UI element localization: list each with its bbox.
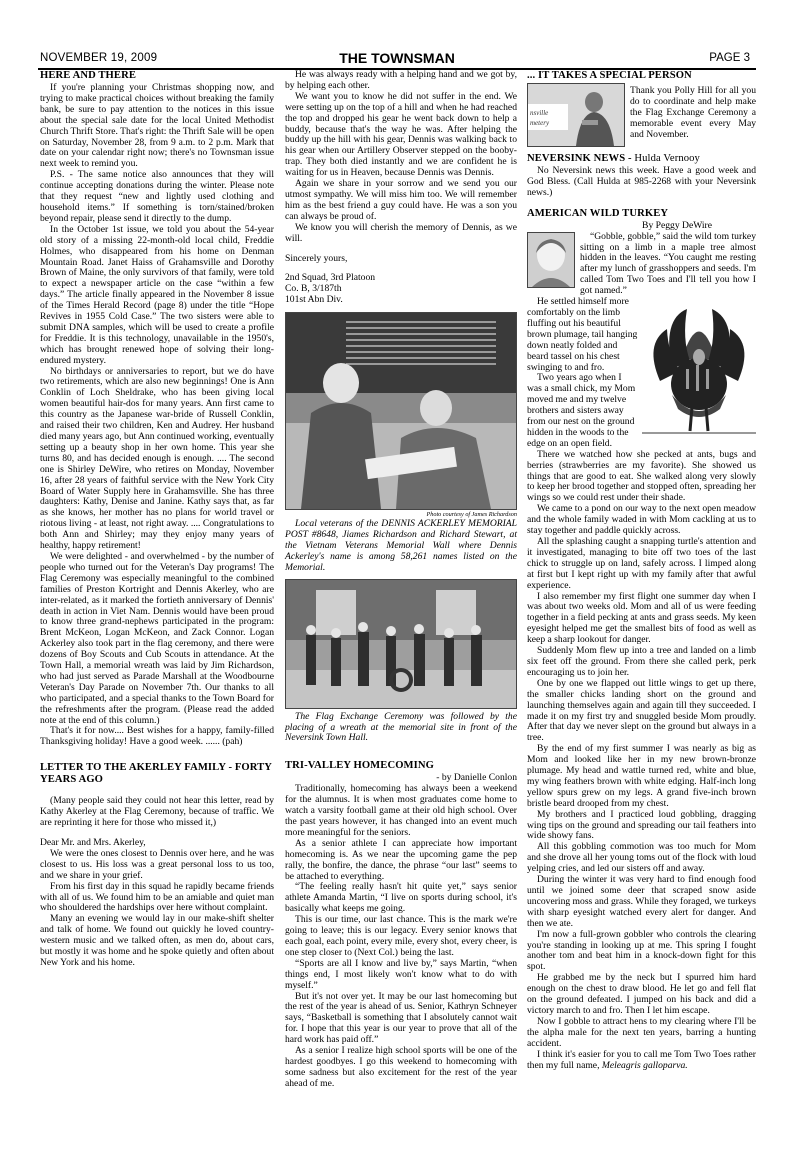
neversink-title: NEVERSINK NEWS -: [527, 153, 632, 164]
paragraph: By the end of my first summer I was nearly as big as Mom and looked like her in my new brown-bronze plumage. My head and wattle turned red, white and blue, my wing feathers brown with white edging. Half-inch long yellow spurs grew on my legs. A grand five-inch brown bristle beard drooped from my chest.: [527, 743, 756, 809]
column-1: [40, 70, 274, 969]
paragraph: Again we share in your sorrow and we send you our utmost sympathy. We will miss him too. We will remember him as the best friend a guy could have. He was a son you can always be proud of.: [285, 178, 517, 222]
paragraph: P.S. - The same notice also announces that they will continue accepting donations during the winter. Please note that they request “new and lightly used clothing and household items.” If something is torn/stained/broken beyond repair, please send it directly to the dump.: [40, 169, 274, 224]
turkey-illustration: [642, 299, 756, 435]
paragraph: No Neversink news this week. Have a good week and God Bless. (Call Hulda at 985-2268 with your Neversink news.): [527, 165, 756, 198]
special-person-text: Thank you Polly Hill for all you do to coordinate and help make the Flag Exchange Ceremony a memorable event every May and November.: [630, 85, 756, 140]
photo-caption: Local veterans of the DENNIS ACKERLEY MEMORIAL POST #8648, Jiames Richardson and Richard Stewart, at the Vietnam Veterans Memorial Wall where Dennis Ackerley's name is among 58,261 names listed on the Memorial.: [285, 518, 517, 573]
memorial-wall-photo: [285, 312, 517, 510]
letter-heading: LETTER TO THE AKERLEY FAMILY - FORTY YEARS AGO: [40, 762, 272, 786]
homecoming-byline: - by Danielle Conlon: [436, 772, 517, 784]
paragraph: Now I gobble to attract hens to my clearing where I'll be the alpha male for the next ten years, barring a hunting accident.: [527, 1015, 756, 1049]
paragraph: Many an evening we would lay in our make-shift shelter and talk of home. We found out quickly he loved country-western music and we talked often, as men do, about cars, but mostly it was home and he spoke quietly and often about New York and his home.: [40, 913, 274, 968]
neversink-heading: [527, 153, 756, 165]
paragraph: There we watched how she pecked at ants, bugs and berries (strawberries are my favorite). She showed us things that are good to eat. She walked along very slowly to keep her brood together and stopped often, spreading her wings so we could rest under their shade.: [527, 448, 756, 504]
masthead: [38, 50, 756, 70]
paragraph: “Gobble, gobble,” said the wild tom turkey sitting on a limb in a maple tree almost hidden in the leaves. “You caught me resting after my lunch of grasshoppers and seeds. I'm called Tom Two Toes and I'll tell you how I got named.”: [580, 230, 756, 297]
letter-closing: Sincerely yours,: [285, 252, 348, 264]
scientific-name: Meleagris galloparva.: [601, 1059, 688, 1071]
paragraph: We were the ones closest to Dennis over here, and he was closest to us. His loss was a great personal loss to us too, and we share in your grief.: [40, 847, 274, 881]
letter-signature: 101st Abn Div.: [285, 294, 343, 306]
photo-caption: The Flag Exchange Ceremony was followed by the placing of a wreath at the memorial site in front of the Neversink Town Hall.: [285, 710, 517, 744]
paragraph: He grabbed me by the neck but I spurred him hard enough on the chest to draw blood. He let go and fell flat on the ground defeated. I jumped on his back and did a victory march to and fro. Then I let him escape.: [527, 972, 756, 1016]
neversink-author: Hulda Vernooy: [634, 153, 700, 164]
paragraph: In the October 1st issue, we told you about the 54-year old story of a missing 22-month-old local child, Freddie Holmes, who disappeared from his home on Denman Mountain Road. Janet Haiss of Grahamsville and Dorothy Brown of Maine, the only survivors of that family, were told to expect a newspaper article on the case “within a few days.” The article finally appeared in the November 8 issue of the Times Herald Record (page 8) under the title “Hope Revives in 1955 Cold Case.” The two sisters were able to submit DNA samples, which will be used to create a profile for Freddie. It is this technology, unavailable in the 1950's, which has brought renewed hope of solving their long-endured mystery.: [40, 223, 274, 366]
letter-signature: 2nd Squad, 3rd Platoon: [285, 272, 376, 284]
paragraph: We came to a pond on our way to the next open meadow and the whole family waded in with Mom cackling at us to stay together and paddle quickly across.: [527, 503, 756, 537]
paragraph: (Many people said they could not hear this letter, read by Kathy Akerley at the Flag Ceremony, because of traffic. We are reprinting it here for those who missed it,): [40, 795, 274, 829]
turkey-byline: By Peggy DeWire: [642, 219, 712, 231]
special-person-heading: ... IT TAKES A SPECIAL PERSON: [527, 70, 692, 81]
paragraph: Traditionally, homecoming has always been a weekend for the alumnus. It is when most graduates come home to watch a varsity football game at their old high school. Over the past years however, it has changed into an event much more meaningful for the seniors.: [285, 783, 517, 838]
paragraph: I'm now a full-grown gobbler who controls the clearing you're standing in looking up at me. This spring I fought another tom and beat him in a knock-down fight for this spot.: [527, 928, 756, 973]
paragraph: If you're planning your Christmas shopping now, and trying to make practical choices without breaking the family bank, be sure to pay attention to the notices in this issue about the special sale date for the local United Methodist Church Thrift Store. That's right: the Thrift Sale will be open on Saturday, November 28, from 9 a.m. to 2 p.m. Mark that date on your calendar right now; there's no Townsman issue next week to remind you.: [40, 82, 274, 170]
paragraph: He was always ready with a helping hand and we got by, by helping each other.: [285, 69, 517, 91]
sign-text: nsville: [530, 109, 549, 117]
page-number: PAGE 3: [709, 52, 750, 64]
paragraph: But it's not over yet. It may be our last homecoming but the rest of the year is ahead of us. Senior, Kathryn Schneyer says, “Basketball is something that I absolutely cannot wait for. I hope that this year is our year to prove that all of the hard work has paid off.”: [285, 990, 517, 1046]
paragraph: He settled himself more comfortably on the limb fluffing out his beautiful brown plumage, tail hanging down neatly folded and beard tassel on his chest swinging to and fro.: [527, 296, 638, 373]
paragraph: All this gobbling commotion was too much for Mom and she drove all her young toms out of the flock with loud yelping cries, and led our sisters off and away.: [527, 841, 756, 875]
photo-credit: Photo courtesy of James Richardson: [426, 511, 517, 519]
paragraph: From his first day in this squad he rapidly became friends with all of us. We found him to be an amiable and quiet man who shouldered the hardships over here without complaint.: [40, 880, 274, 914]
homecoming-heading: TRI-VALLEY HOMECOMING: [285, 760, 434, 772]
here-and-there-heading: HERE AND THERE: [40, 70, 136, 81]
column-2: [285, 70, 517, 1090]
paragraph: This is our time, our last chance. This is the mark we're going to leave; this is our legacy. Every senior knows that each goal, each point, every mile, every shot, every cheer, is one step closer to (Next Col.) being the last.: [285, 914, 517, 958]
paragraph: We want you to know he did not suffer in the end. We were setting up on the top of a hill and when he had reached the top and dropped his gear he went back down to help a buddy, because that's the way he was. After helping the buddy up the hill with his gear, Dennis was walking back to his gear when our Artillery Observer stepped on the booby-trap. They both died instantly and we are confident he is waiting for us in Heaven, because Dennis was Dennis.: [285, 90, 517, 179]
paragraph: “The feeling really hasn't hit quite yet,” says senior athlete Amanda Martin, “I live on sports during school, it's basically what keeps me going.: [285, 881, 517, 915]
paragraph: As a senior athlete I can appreciate how important homecoming is. As we near the upcoming game the pep rally, the bonfire, the dance, the phrase “our last” seems to be attached to everything.: [285, 837, 517, 882]
letter-signature: Co. B, 3/187th: [285, 283, 342, 295]
paragraph: I also remember my first flight one summer day when I was about two weeks old. Mom and all of us were feeding together in a field pecking at ants and grass seeds. My keen eyesight helped me get the smallest bits of food as well as keep a sharp lookout for danger.: [527, 590, 756, 646]
paper-title: THE TOWNSMAN: [339, 50, 455, 66]
paragraph: Two years ago when I was a small chick, my Mom moved me and my twelve brothers and sisters away from our nest on the ground hidden in the woods to the edge on an open field.: [527, 372, 636, 449]
paragraph: We know you will cherish the memory of Dennis, as we will.: [285, 221, 517, 244]
issue-date: NOVEMBER 19, 2009: [40, 52, 158, 64]
closing-text: I think it's easier for you to call me Tom Two Toes rather then my full name,: [527, 1048, 756, 1071]
letter-salutation: Dear Mr. and Mrs. Akerley,: [40, 837, 146, 848]
paragraph: All the splashing caught a snapping turtle's attention and it investigated, managing to bite off two toes of the last chick to struggle up on land, safely across. I limped along at first but I kept right up with my family after that awful experience.: [527, 536, 756, 591]
turkey-heading: AMERICAN WILD TURKEY: [527, 207, 669, 219]
author-portrait: [527, 232, 575, 288]
paragraph: Suddenly Mom flew up into a tree and landed on a limb six feet off the ground. From there she called perk, perk encouraging us to join her.: [527, 645, 756, 678]
paragraph: As a senior I realize high school sports will be one of the hardest goodbyes. I go this weekend to homecoming with some sadness but also excitement for the rest of the year ahead of me.: [285, 1045, 517, 1089]
paragraph: “Sports are all I know and live by,” says Martin, “when things end, I most likely won't know what to do with myself.”: [285, 957, 517, 991]
paragraph: That's it for now.... Best wishes for a happy, family-filled Thanksgiving holiday! Have a good week. ...... (pah): [40, 725, 274, 748]
paragraph: My brothers and I practiced loud gobbling, dragging wing tips on the ground and spreading our tail feathers into wide showy fans.: [527, 808, 756, 842]
sign-text: metery: [530, 119, 550, 127]
paragraph: [527, 1050, 756, 1072]
paragraph: No birthdays or anniversaries to report, but we do have two retirements, which are also new beginnings! One is Ann Conklin of Loch Sheldrake, who has been giving local women beautiful hair-dos for many years. Ann first came to this country as the Japanese war-bride of Russell Conklin, and raised their two children, Ken and Audrey. Her husband died many years ago, but Ann continued working, eventually setting up a beauty shop in her own home. This year she turns 80, and has decided enough is enough. .... The second one is Shirley DeWire, who retires on Monday, November 16, after 28 years of faithful service with the New York City Board of Water Supply here in Grahamsville. She has three daughters: Kathy, Denise and Janine. Kathy says that, as far as she knows, her mother has no plans for world travel or riotous living - at least, not right away. .... Congratulations to both Ann and Shirley; may they enjoy many years of healthy, happy retirement!: [40, 365, 274, 552]
paragraph: We were delighted - and overwhelmed - by the number of people who turned out for the Veteran's Day programs! The Flag Ceremony was especially meaningful to the combined families of Preston Kortright and Dennis Akerley, who are inter-related, as it marked the fortieth anniversary of Dennis' death in action in Viet Nam. Dennis would have been proud to know three grand-nephews participated in the program: Brent McKeon, Logan McKeon, and Zack Connor. Logan Ackerley also took part in the flag ceremony, and there were dozens of Boy Scouts and Cub Scouts in attendance. At the Town Hall, a memorial wreath was laid by Jim Richardson, who had just served as Parade Marshall at the Woodbourne Veteran's Day Parade on November 7th. Our thanks to all who participated, and a special thanks to the Town Board for the refreshments after the program. (Please read the added note at the end of this column.): [40, 550, 274, 726]
column-3: [527, 70, 756, 1071]
special-person-photo: [527, 83, 625, 147]
paragraph: During the winter it was very hard to find enough food until we joined some deer that scraped snow aside uncovering moss and grass. While they foraged, we turkeys with sharp eyesight watched every alert for danger. And then we ate.: [527, 874, 756, 929]
flag-ceremony-photo: [285, 579, 517, 709]
paragraph: One by one we flapped out little wings to get up there, the smaller chicks landing short on the ground and launching themselves again and again till they succeeded. I made it on my first try and snuggled beside Mom proudly. After that day we never slept on the ground but always in a tree.: [527, 677, 756, 744]
